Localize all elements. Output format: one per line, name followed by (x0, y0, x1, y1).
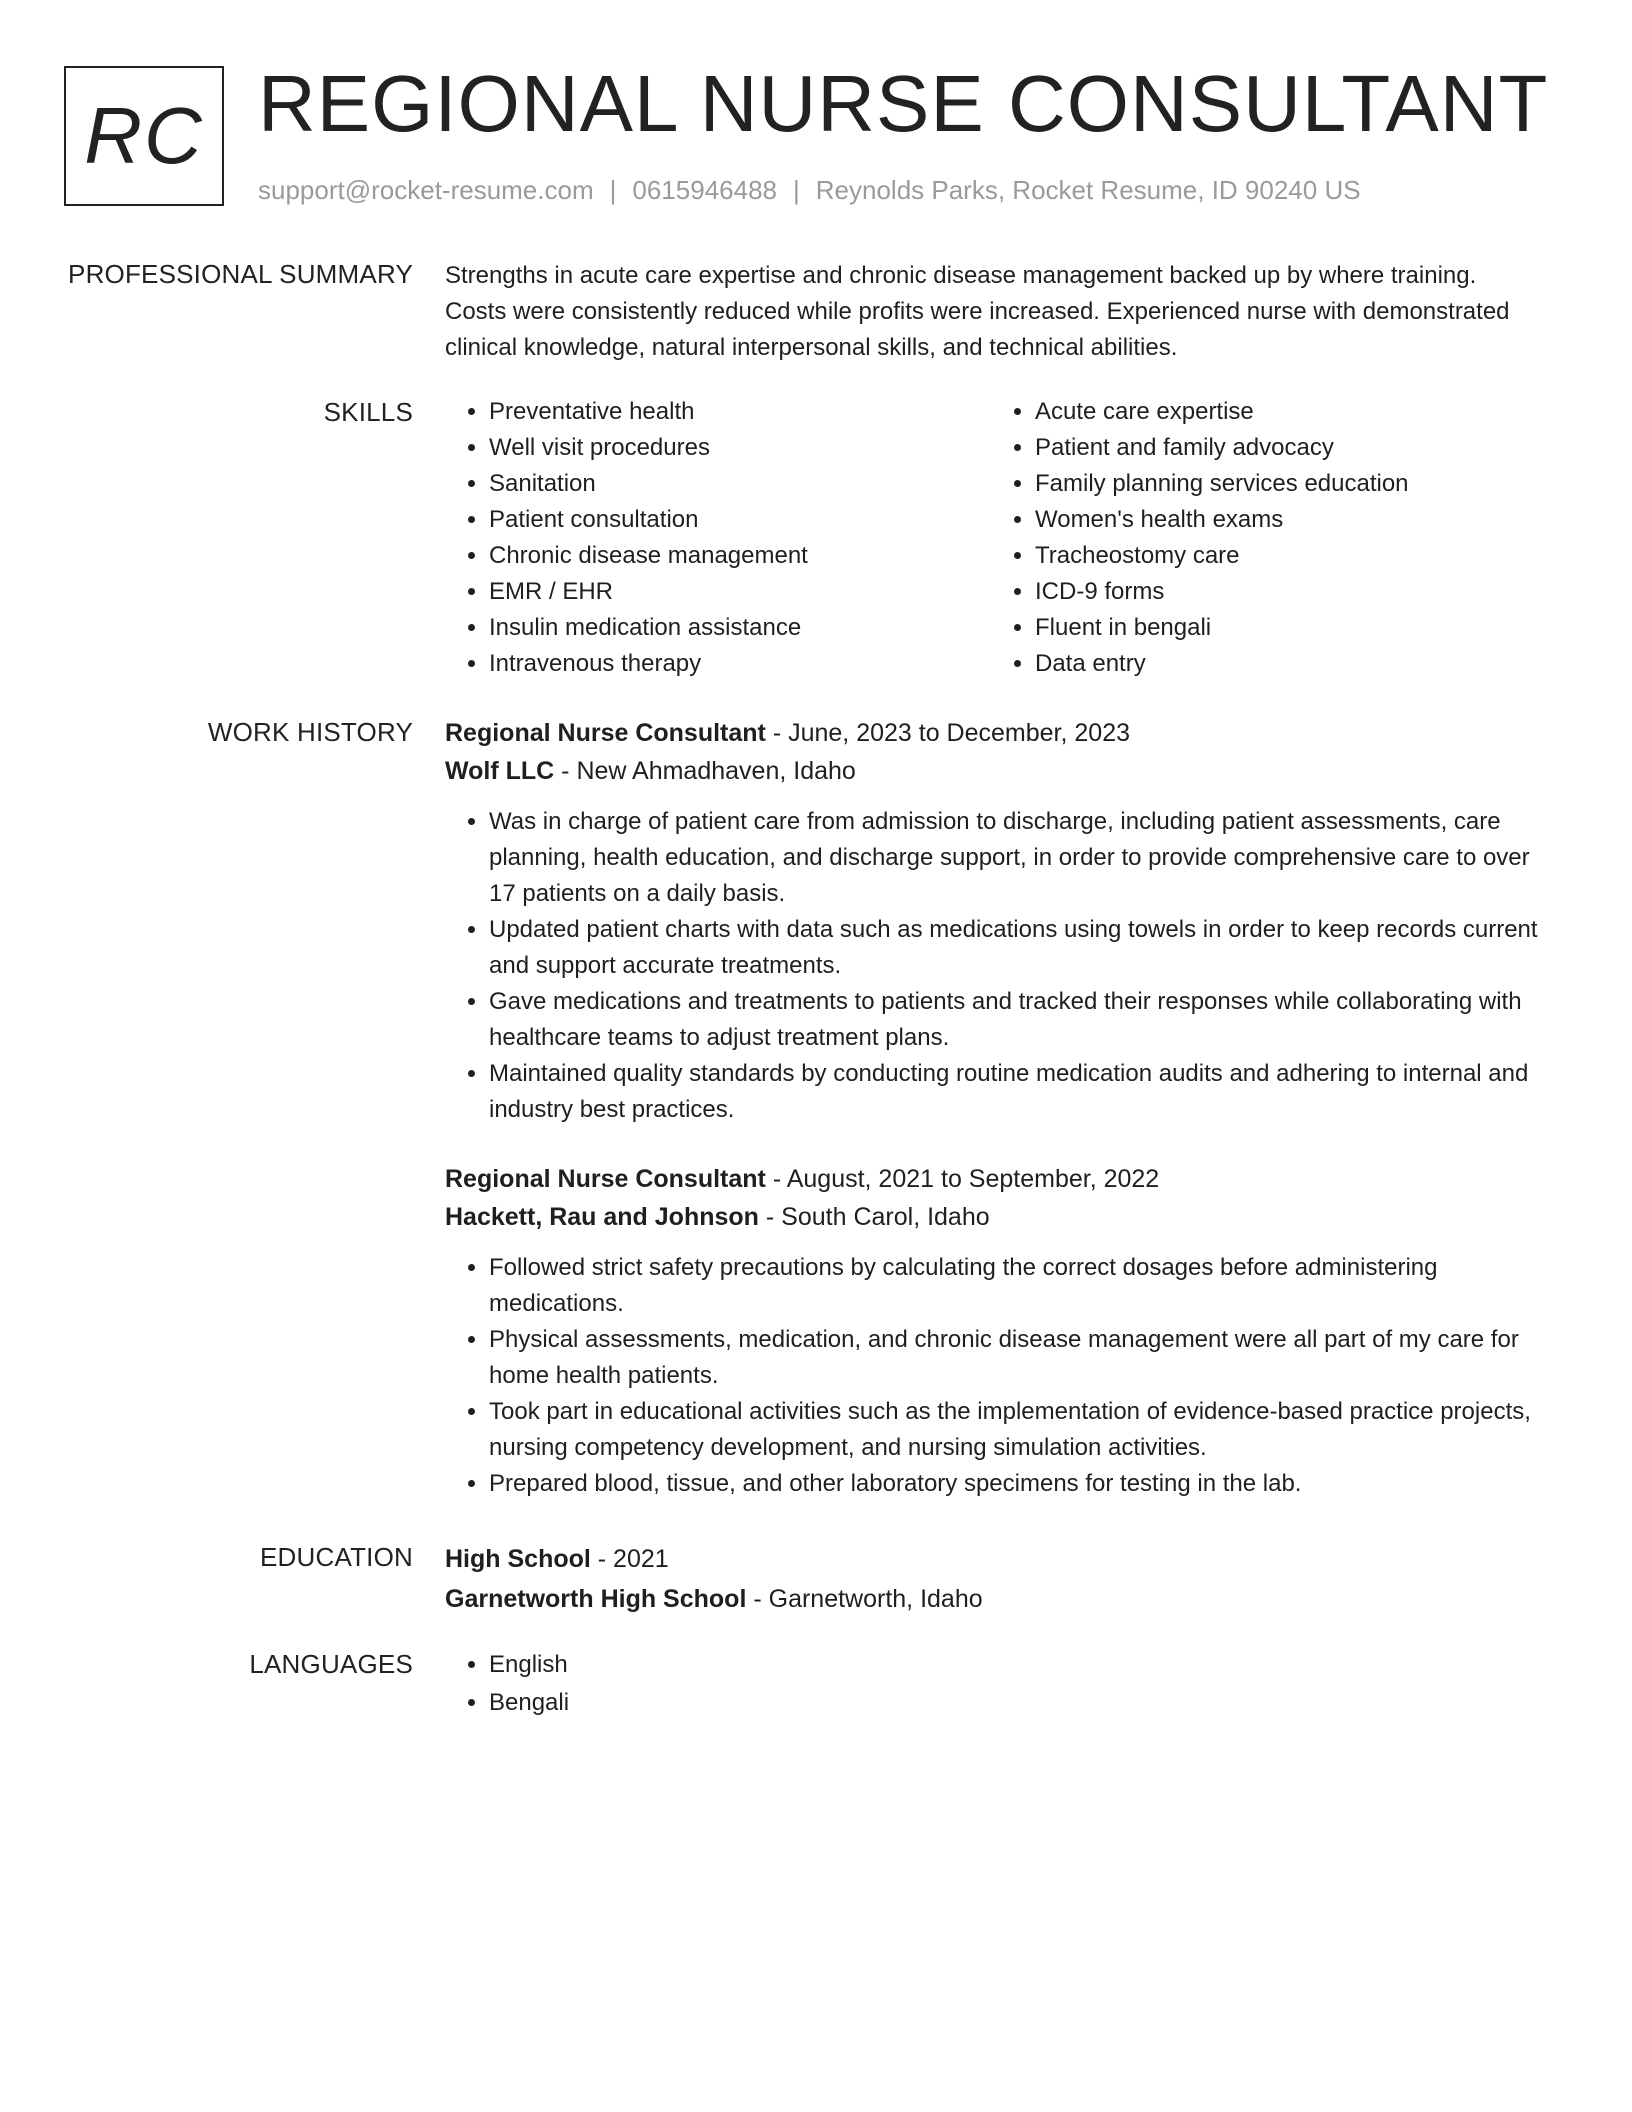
job-bullet: • Followed strict safety precautions by calculating the correct dosages before administering medications. (489, 1250, 1555, 1322)
work-body (445, 714, 1555, 1502)
education-location: - Garnetworth, Idaho (746, 1585, 983, 1613)
monogram-logo (64, 66, 224, 206)
skills-list-right (991, 394, 1409, 682)
skill-item: • Family planning services education (1035, 466, 1409, 502)
skill-item: • Patient consultation (489, 502, 991, 538)
skill-item: • Women's health exams (1035, 502, 1409, 538)
skill-item: • Sanitation (489, 466, 991, 502)
contact-email[interactable]: support@rocket-resume.com (258, 175, 594, 205)
section-label: PROFESSIONAL SUMMARY (68, 259, 413, 289)
job-dates: - August, 2021 to September, 2022 (765, 1165, 1160, 1193)
education-degree: High School (445, 1545, 591, 1573)
job-company-line (445, 1198, 1555, 1236)
job-title-line (445, 1160, 1555, 1198)
summary-text (445, 258, 1555, 366)
job-company: Hackett, Rau and Johnson (445, 1203, 759, 1231)
languages-body (445, 1646, 1555, 1722)
skill-item: • Chronic disease management (489, 538, 991, 574)
job-bullet: • Was in charge of patient care from admission to discharge, including patient assessments, care planning, health education, and discharge support, in order to provide comprehensive care to over 17 patients on a daily basis. (489, 804, 1555, 912)
languages-list (445, 1646, 1555, 1722)
job-bullet: • Updated patient charts with data such as medications using towels in order to keep records current and support accurate treatments. (489, 912, 1555, 984)
section-label: WORK HISTORY (207, 717, 413, 747)
education-school-line (445, 1579, 1555, 1619)
job-title-line (445, 714, 1555, 752)
job-company: Wolf LLC (445, 757, 555, 785)
skill-item: • Well visit procedures (489, 430, 991, 466)
job-entry (445, 1160, 1555, 1502)
contact-line (258, 172, 1361, 208)
job-dates: - June, 2023 to December, 2023 (765, 719, 1130, 747)
contact-separator: | (609, 175, 617, 205)
skills-list-left (445, 394, 991, 682)
education-body (445, 1539, 1555, 1619)
skill-item: • Acute care expertise (1035, 394, 1409, 430)
job-title: Regional Nurse Consultant (445, 1165, 766, 1193)
section-label: EDUCATION (260, 1542, 413, 1572)
job-title: Regional Nurse Consultant (445, 719, 766, 747)
job-location: - New Ahmadhaven, Idaho (554, 757, 856, 785)
section-label: LANGUAGES (249, 1649, 413, 1679)
summary-line: clinical knowledge, natural interpersonal skills, and technical abilities. (445, 334, 1178, 361)
job-bullets (445, 1250, 1555, 1502)
summary-line: Costs were consistently reduced while profits were increased. Experienced nurse with demonstrated (445, 298, 1510, 325)
skill-item: • Insulin medication assistance (489, 610, 991, 646)
job-bullets (445, 804, 1555, 1128)
job-bullet: • Prepared blood, tissue, and other laboratory specimens for testing in the lab. (489, 1466, 1555, 1502)
skill-item: • ICD-9 forms (1035, 574, 1409, 610)
contact-address: Reynolds Parks, Rocket Resume, ID 90240 US (815, 175, 1361, 205)
contact-phone[interactable]: 0615946488 (632, 175, 777, 205)
skill-item: • Intravenous therapy (489, 646, 991, 682)
education-school: Garnetworth High School (445, 1585, 747, 1613)
skill-item: • EMR / EHR (489, 574, 991, 610)
job-bullet: • Maintained quality standards by conducting routine medication audits and adhering to internal and industry best practices. (489, 1056, 1555, 1128)
contact-separator: | (793, 175, 800, 205)
skill-item: • Fluent in bengali (1035, 610, 1409, 646)
monogram-initials: RC (84, 91, 204, 180)
skills-columns (445, 394, 1555, 682)
summary-line: Strengths in acute care expertise and chronic disease management backed up by where training. (445, 262, 1477, 289)
job-bullet: • Took part in educational activities such as the implementation of evidence-based practice projects, nursing competency development, and nursing simulation activities. (489, 1394, 1555, 1466)
job-bullet: • Physical assessments, medication, and chronic disease management were all part of my care for home health patients. (489, 1322, 1555, 1394)
skill-item: • Preventative health (489, 394, 991, 430)
language-item: • English (489, 1646, 1555, 1684)
job-bullet: • Gave medications and treatments to patients and tracked their responses while collaborating with healthcare teams to adjust treatment plans. (489, 984, 1555, 1056)
education-degree-line (445, 1539, 1555, 1579)
job-company-line (445, 752, 1555, 790)
section-label: SKILLS (323, 397, 413, 427)
skill-item: • Tracheostomy care (1035, 538, 1409, 574)
summary-body (445, 258, 1555, 366)
skills-body (445, 394, 1555, 682)
resume-title: REGIONAL NURSE CONSULTANT (258, 59, 1549, 148)
job-location: - South Carol, Idaho (758, 1203, 990, 1231)
language-item: • Bengali (489, 1684, 1555, 1722)
skill-item: • Patient and family advocacy (1035, 430, 1409, 466)
skill-item: • Data entry (1035, 646, 1409, 682)
job-entry (445, 714, 1555, 1128)
education-year: - 2021 (590, 1545, 669, 1573)
